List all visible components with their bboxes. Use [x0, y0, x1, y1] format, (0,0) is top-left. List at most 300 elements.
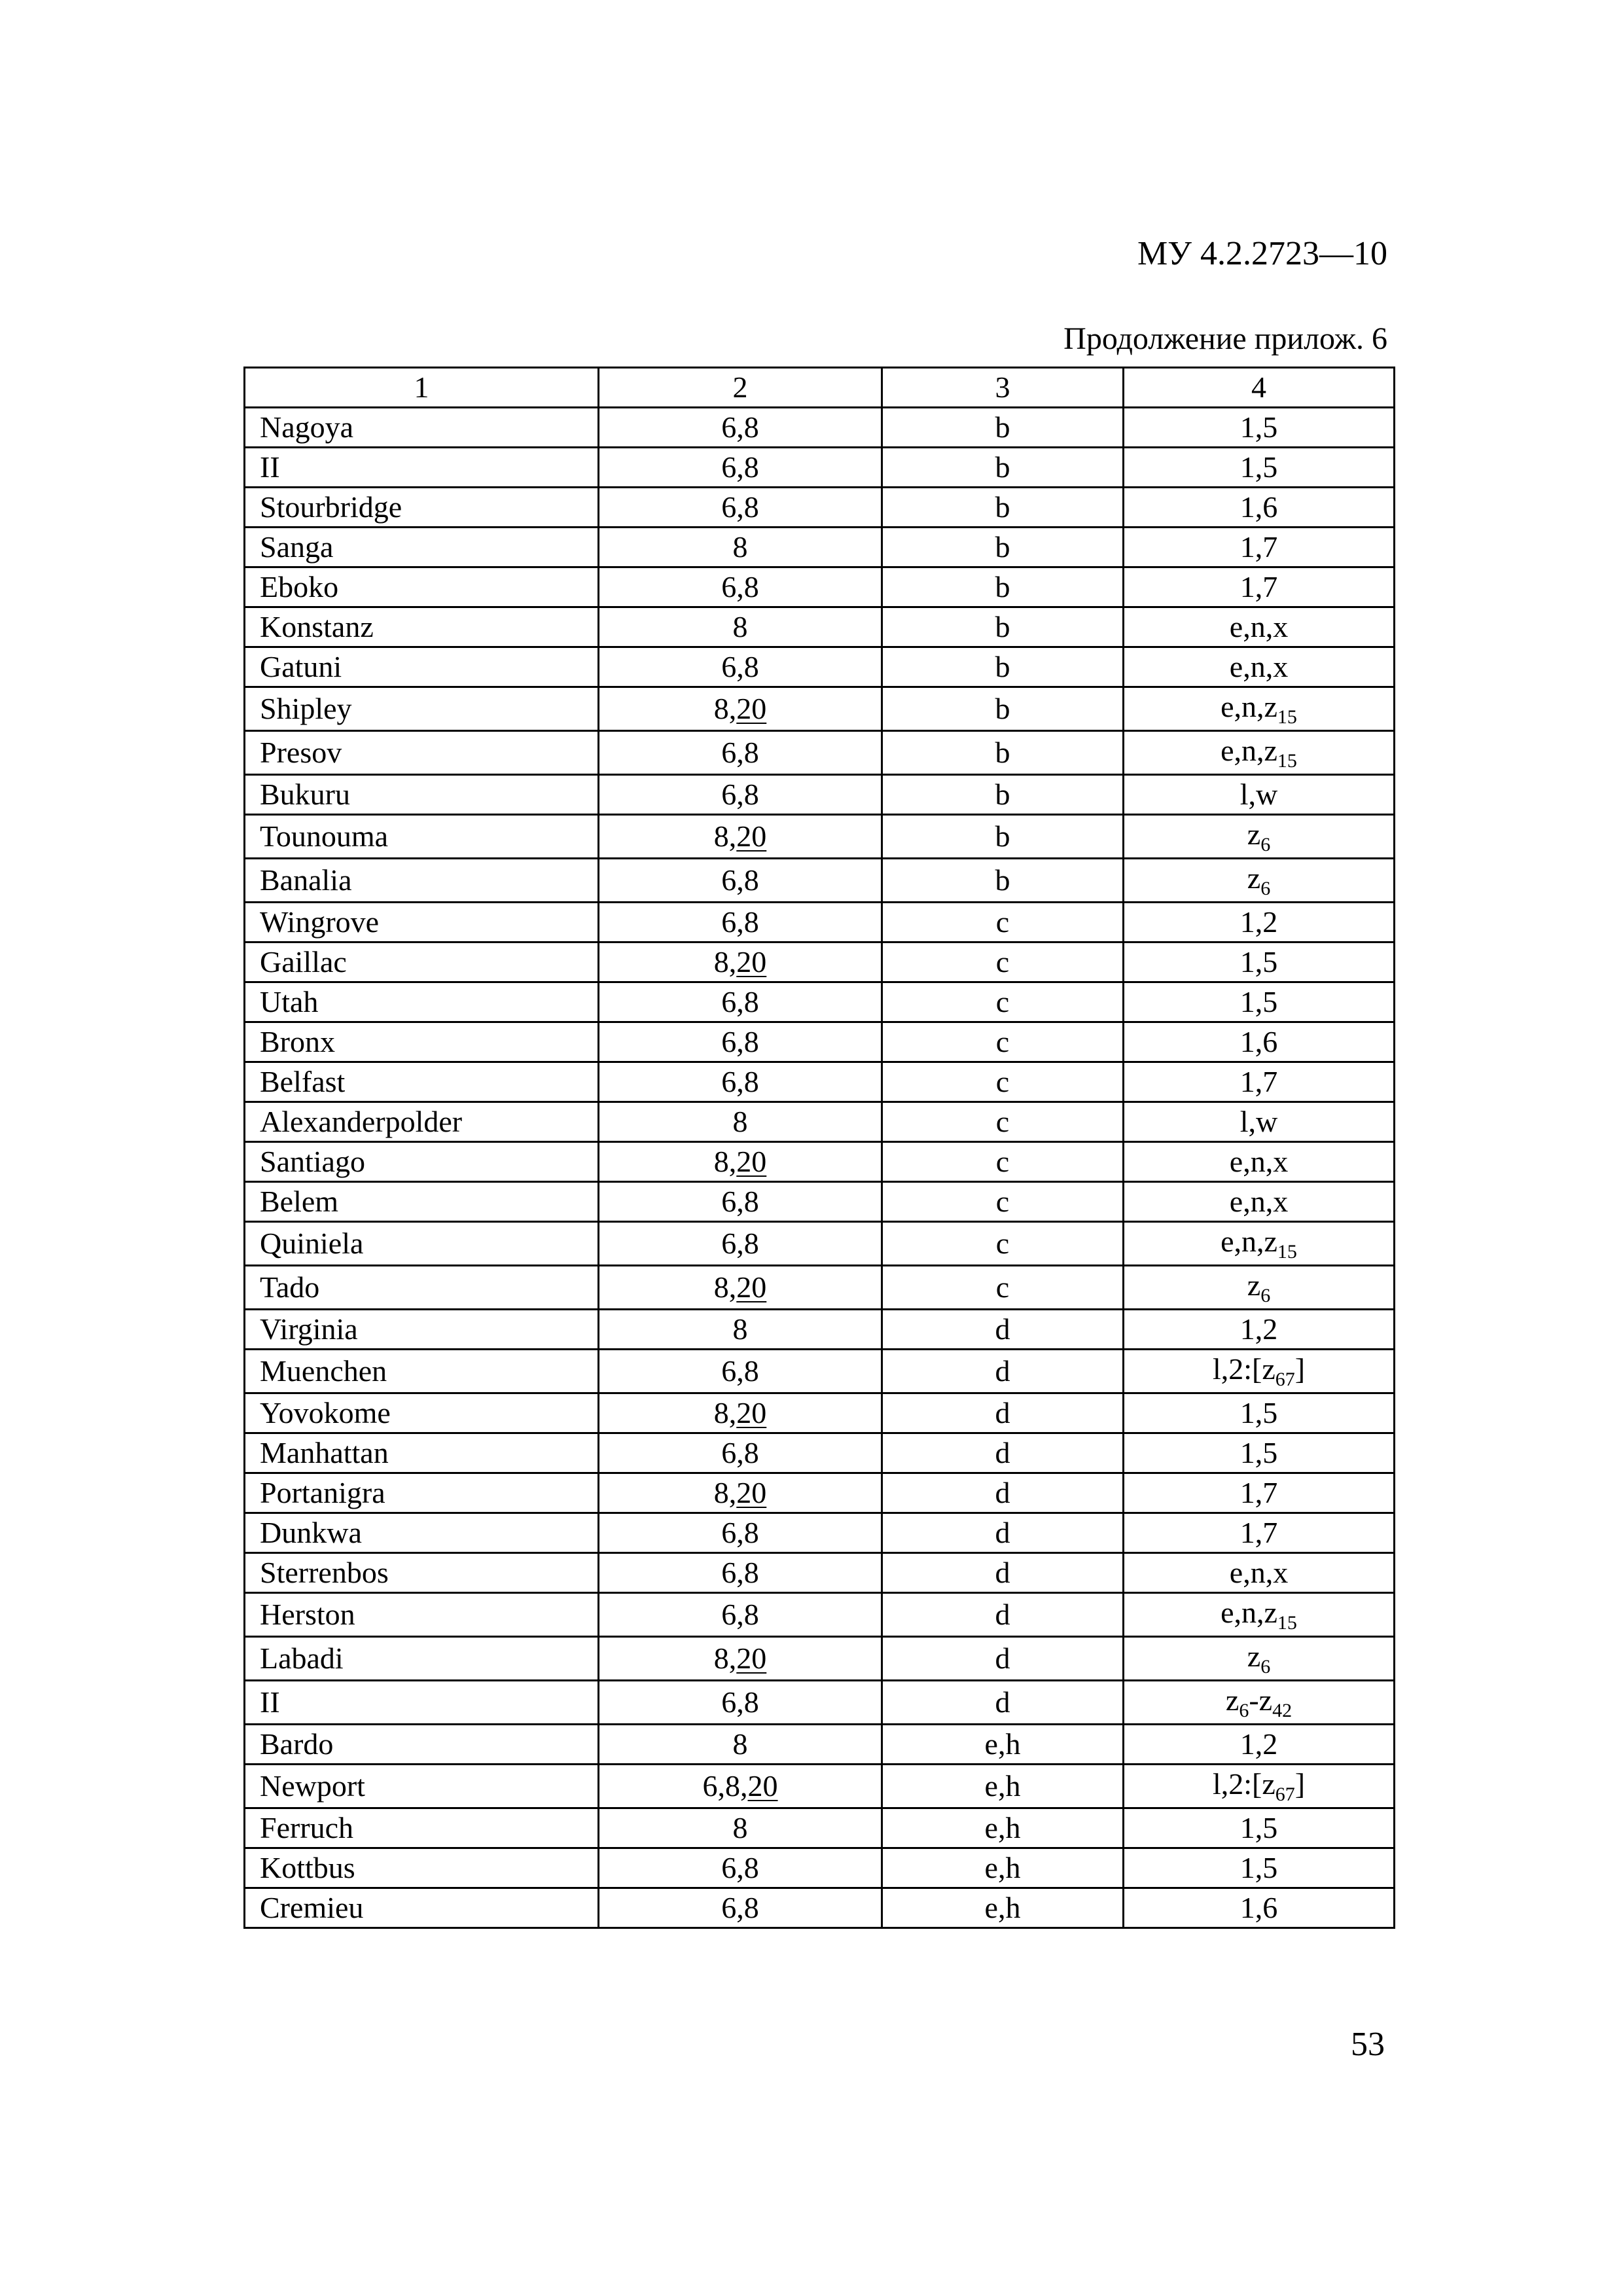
h-antigen-phase2-cell — [1124, 448, 1395, 488]
h-antigen-part: 1,5 — [1240, 1851, 1278, 1884]
document-code: МУ 4.2.2723—10 — [1137, 235, 1387, 272]
h-antigen-phase1-cell: b — [882, 607, 1124, 647]
h-antigen-phase2-cell — [1124, 982, 1395, 1022]
serovar-name-cell — [245, 815, 599, 859]
o-antigen-cell — [599, 1182, 882, 1222]
subscript: 67 — [1275, 1784, 1295, 1805]
o-antigen-cell — [599, 528, 882, 567]
subscript: 15 — [1277, 1241, 1297, 1263]
o-antigen-cell — [599, 567, 882, 607]
column-header-3: 3 — [882, 368, 1124, 408]
table-row — [245, 1062, 1395, 1102]
o-antigen-part: 8, — [713, 1270, 737, 1304]
table-row — [245, 1681, 1395, 1725]
serovar-name: Stourbridge — [260, 490, 402, 524]
o-antigen-cell — [599, 1637, 882, 1681]
o-antigen-cell — [599, 408, 882, 448]
serovar-name: Quiniela — [260, 1227, 364, 1260]
serovar-name: Newport — [260, 1769, 365, 1803]
serovar-name: Ferruch — [260, 1811, 354, 1844]
h-antigen-part: 1,2 — [1240, 1727, 1278, 1761]
h-antigen-part: e,n,z — [1221, 734, 1277, 767]
o-antigen-cell — [599, 448, 882, 488]
subscript: 6 — [1260, 834, 1271, 855]
o-antigen-part: 8 — [732, 530, 748, 564]
serovar-name: Herston — [260, 1598, 355, 1631]
serovar-name: Eboko — [260, 570, 339, 603]
subscript: 6 — [1260, 878, 1271, 899]
serovar-name-cell — [245, 488, 599, 528]
h-antigen-phase1-cell: b — [882, 687, 1124, 731]
h-antigen-phase2-cell — [1124, 1142, 1395, 1182]
h-antigen-part: l,w — [1240, 1105, 1278, 1138]
o-antigen-part: 8, — [713, 692, 737, 725]
table-row — [245, 982, 1395, 1022]
h-antigen-part: ] — [1294, 1352, 1306, 1386]
table-row — [245, 1310, 1395, 1350]
h-antigen-phase1-cell: b — [882, 567, 1124, 607]
column-header-4: 4 — [1124, 368, 1395, 408]
serovar-name: Dunkwa — [260, 1516, 362, 1549]
serovar-name-cell — [245, 1848, 599, 1888]
o-antigen-part: 6,8 — [721, 650, 759, 683]
o-antigen-cell — [599, 1266, 882, 1310]
o-antigen-cell — [599, 687, 882, 731]
serovar-name: Santiago — [260, 1145, 365, 1178]
o-antigen-cell — [599, 1310, 882, 1350]
table-row — [245, 1102, 1395, 1142]
o-antigen-part: 8 — [732, 1105, 748, 1138]
h-antigen-phase1-cell: d — [882, 1310, 1124, 1350]
serovar-name-cell — [245, 687, 599, 731]
serovar-name: II — [260, 450, 280, 484]
h-antigen-phase1-cell: b — [882, 859, 1124, 903]
o-antigen-cell — [599, 1222, 882, 1266]
table-row — [245, 1393, 1395, 1433]
h-antigen-phase1-cell: b — [882, 815, 1124, 859]
serovar-name-cell — [245, 903, 599, 942]
o-antigen-part: 6,8 — [721, 905, 759, 939]
table-row — [245, 1848, 1395, 1888]
serovar-name-cell — [245, 1182, 599, 1222]
o-antigen-cell — [599, 1725, 882, 1765]
serovar-name-cell — [245, 1350, 599, 1393]
o-antigen-underlined-part: 20 — [736, 692, 767, 725]
table-row — [245, 1142, 1395, 1182]
o-antigen-cell — [599, 1553, 882, 1593]
serovar-name: Alexanderpolder — [260, 1105, 463, 1138]
serovar-name: Cremieu — [260, 1891, 364, 1924]
serovar-name-cell — [245, 1808, 599, 1848]
o-antigen-cell — [599, 1062, 882, 1102]
serovar-name-cell — [245, 647, 599, 687]
h-antigen-phase2-cell — [1124, 687, 1395, 731]
serovar-name-cell — [245, 1553, 599, 1593]
h-antigen-part: 1,5 — [1240, 410, 1278, 444]
serovar-name: Presov — [260, 736, 342, 769]
h-antigen-part: e,n,x — [1229, 1185, 1289, 1218]
h-antigen-phase1-cell: d — [882, 1553, 1124, 1593]
h-antigen-part: e,n,x — [1229, 1145, 1289, 1178]
o-antigen-cell — [599, 1848, 882, 1888]
o-antigen-part: 6,8 — [721, 490, 759, 524]
serovar-name-cell — [245, 1593, 599, 1637]
table-row — [245, 731, 1395, 775]
o-antigen-cell — [599, 942, 882, 982]
h-antigen-phase1-cell: d — [882, 1513, 1124, 1553]
h-antigen-phase2-cell — [1124, 1022, 1395, 1062]
h-antigen-phase1-cell: b — [882, 647, 1124, 687]
o-antigen-part: 6,8 — [721, 736, 759, 769]
h-antigen-phase2-cell — [1124, 607, 1395, 647]
h-antigen-phase1-cell: c — [882, 1222, 1124, 1266]
subscript: 42 — [1272, 1700, 1293, 1721]
o-antigen-cell — [599, 1433, 882, 1473]
h-antigen-phase2-cell — [1124, 1266, 1395, 1310]
h-antigen-phase2-cell — [1124, 903, 1395, 942]
o-antigen-part: 6,8 — [721, 1025, 759, 1058]
h-antigen-phase1-cell: c — [882, 1142, 1124, 1182]
table-row — [245, 1513, 1395, 1553]
serovar-name-cell — [245, 942, 599, 982]
serovar-name-cell — [245, 859, 599, 903]
o-antigen-part: 6,8 — [721, 1851, 759, 1884]
h-antigen-phase2-cell — [1124, 1473, 1395, 1513]
subscript: 6 — [1260, 1656, 1271, 1677]
o-antigen-cell — [599, 859, 882, 903]
o-antigen-cell — [599, 1593, 882, 1637]
h-antigen-part: e,n,x — [1229, 1556, 1289, 1589]
o-antigen-part: 6,8 — [721, 450, 759, 484]
serovar-name-cell — [245, 1393, 599, 1433]
table-header-row — [245, 368, 1395, 408]
h-antigen-part: z — [1247, 817, 1261, 851]
o-antigen-part: 6,8 — [721, 1185, 759, 1218]
subscript: 15 — [1277, 1612, 1297, 1634]
o-antigen-cell — [599, 1765, 882, 1808]
table-row — [245, 1765, 1395, 1808]
h-antigen-phase2-cell — [1124, 408, 1395, 448]
h-antigen-phase2-cell — [1124, 647, 1395, 687]
h-antigen-part: 1,7 — [1240, 570, 1278, 603]
o-antigen-cell — [599, 1888, 882, 1928]
table-row — [245, 1808, 1395, 1848]
o-antigen-cell — [599, 1393, 882, 1433]
o-antigen-underlined-part: 20 — [747, 1769, 778, 1803]
serovar-name: Sterrenbos — [260, 1556, 389, 1589]
serovar-name-cell — [245, 1222, 599, 1266]
o-antigen-underlined-part: 20 — [736, 1270, 767, 1304]
o-antigen-part: 6,8 — [721, 778, 759, 811]
h-antigen-phase2-cell — [1124, 1350, 1395, 1393]
table-row — [245, 1350, 1395, 1393]
table-row — [245, 687, 1395, 731]
o-antigen-part: 8 — [732, 1727, 748, 1761]
o-antigen-part: 6,8 — [721, 1556, 759, 1589]
table-row — [245, 408, 1395, 448]
h-antigen-phase2-cell — [1124, 488, 1395, 528]
serovar-name-cell — [245, 982, 599, 1022]
o-antigen-cell — [599, 1142, 882, 1182]
serovar-name: Manhattan — [260, 1436, 389, 1469]
h-antigen-part: z — [1247, 1268, 1261, 1302]
o-antigen-part: 8, — [713, 1396, 737, 1429]
h-antigen-part: l,2:[z — [1212, 1352, 1275, 1386]
h-antigen-part: 1,6 — [1240, 1891, 1278, 1924]
serovar-name-cell — [245, 1102, 599, 1142]
o-antigen-underlined-part: 20 — [736, 819, 767, 853]
h-antigen-phase2-cell — [1124, 528, 1395, 567]
o-antigen-part: 8, — [713, 945, 737, 978]
serovar-name: Yovokome — [260, 1396, 391, 1429]
serovar-name-cell — [245, 1433, 599, 1473]
serovar-name: Shipley — [260, 692, 352, 725]
o-antigen-part: 6,8 — [721, 863, 759, 897]
o-antigen-cell — [599, 1513, 882, 1553]
h-antigen-phase1-cell: e,h — [882, 1725, 1124, 1765]
serovar-name: Bardo — [260, 1727, 334, 1761]
o-antigen-cell — [599, 647, 882, 687]
table-row — [245, 903, 1395, 942]
serovar-name-cell — [245, 1681, 599, 1725]
h-antigen-part: 1,6 — [1240, 490, 1278, 524]
serovar-name: Muenchen — [260, 1354, 387, 1388]
o-antigen-cell — [599, 775, 882, 815]
serovar-name-cell — [245, 607, 599, 647]
serovar-name-cell — [245, 1310, 599, 1350]
subscript: 67 — [1275, 1369, 1295, 1390]
h-antigen-phase1-cell: d — [882, 1681, 1124, 1725]
h-antigen-phase2-cell — [1124, 1182, 1395, 1222]
h-antigen-phase1-cell: c — [882, 1182, 1124, 1222]
serovar-name: Nagoya — [260, 410, 354, 444]
h-antigen-phase2-cell — [1124, 942, 1395, 982]
table-row — [245, 1222, 1395, 1266]
table-row — [245, 815, 1395, 859]
o-antigen-cell — [599, 1473, 882, 1513]
o-antigen-cell — [599, 903, 882, 942]
table-row — [245, 1637, 1395, 1681]
h-antigen-part: 1,2 — [1240, 905, 1278, 939]
continuation-note: Продолжение прилож. 6 — [1063, 321, 1387, 356]
serovar-name-cell — [245, 528, 599, 567]
h-antigen-phase1-cell: d — [882, 1393, 1124, 1433]
serovar-name: Tado — [260, 1270, 320, 1304]
h-antigen-part: 1,7 — [1240, 1476, 1278, 1509]
h-antigen-part: z — [1247, 861, 1261, 895]
column-header-1: 1 — [245, 368, 599, 408]
h-antigen-phase2-cell — [1124, 1513, 1395, 1553]
serovar-name: Wingrove — [260, 905, 380, 939]
serovar-name-cell — [245, 1765, 599, 1808]
h-antigen-phase2-cell — [1124, 1102, 1395, 1142]
h-antigen-phase1-cell: e,h — [882, 1888, 1124, 1928]
h-antigen-phase2-cell — [1124, 1681, 1395, 1725]
h-antigen-part: 1,7 — [1240, 1516, 1278, 1549]
h-antigen-phase1-cell: c — [882, 1266, 1124, 1310]
h-antigen-phase1-cell: e,h — [882, 1808, 1124, 1848]
o-antigen-part: 6,8 — [721, 1436, 759, 1469]
serovar-name: Sanga — [260, 530, 334, 564]
table-row — [245, 1725, 1395, 1765]
serovar-name: Banalia — [260, 863, 352, 897]
table-row — [245, 647, 1395, 687]
o-antigen-part: 6,8 — [721, 1516, 759, 1549]
o-antigen-part: 8, — [713, 1145, 737, 1178]
h-antigen-phase1-cell: c — [882, 982, 1124, 1022]
h-antigen-part: ] — [1294, 1767, 1306, 1801]
table-row — [245, 1473, 1395, 1513]
table-row — [245, 1888, 1395, 1928]
table-row — [245, 488, 1395, 528]
h-antigen-phase1-cell: c — [882, 903, 1124, 942]
serovar-name: II — [260, 1685, 280, 1719]
h-antigen-phase1-cell: c — [882, 1062, 1124, 1102]
serovar-name: Gaillac — [260, 945, 347, 978]
serovar-name-cell — [245, 1888, 599, 1928]
h-antigen-phase1-cell: b — [882, 448, 1124, 488]
o-antigen-underlined-part: 20 — [736, 1641, 767, 1675]
serovar-name: Bukuru — [260, 778, 350, 811]
o-antigen-part: 6,8 — [721, 1227, 759, 1260]
subscript: 15 — [1277, 706, 1297, 728]
table-row — [245, 607, 1395, 647]
h-antigen-phase2-cell — [1124, 1848, 1395, 1888]
h-antigen-phase1-cell: c — [882, 942, 1124, 982]
serovar-name-cell — [245, 1637, 599, 1681]
serovar-name: Gatuni — [260, 650, 342, 683]
subscript: 15 — [1277, 750, 1297, 772]
table-row — [245, 1553, 1395, 1593]
o-antigen-part: 6,8 — [721, 1598, 759, 1631]
serovar-name: Virginia — [260, 1312, 358, 1346]
table-row — [245, 775, 1395, 815]
h-antigen-phase2-cell — [1124, 1765, 1395, 1808]
serovar-name-cell — [245, 408, 599, 448]
o-antigen-part: 6,8 — [721, 1065, 759, 1098]
h-antigen-phase1-cell: c — [882, 1102, 1124, 1142]
table-row — [245, 1433, 1395, 1473]
serovar-name: Portanigra — [260, 1476, 385, 1509]
serovar-name-cell — [245, 1473, 599, 1513]
serovar-name: Labadi — [260, 1641, 344, 1675]
serovar-table — [243, 367, 1395, 1929]
o-antigen-part: 8 — [732, 1312, 748, 1346]
h-antigen-part: e,n,x — [1229, 650, 1289, 683]
o-antigen-underlined-part: 20 — [736, 1476, 767, 1509]
h-antigen-part: 1,5 — [1240, 1396, 1278, 1429]
h-antigen-phase2-cell — [1124, 1888, 1395, 1928]
h-antigen-phase2-cell — [1124, 1310, 1395, 1350]
o-antigen-part: 6,8 — [721, 1685, 759, 1719]
h-antigen-part: e,n,z — [1221, 1225, 1277, 1258]
h-antigen-phase1-cell: e,h — [882, 1848, 1124, 1888]
o-antigen-cell — [599, 731, 882, 775]
o-antigen-part: 8, — [713, 1641, 737, 1675]
h-antigen-phase2-cell — [1124, 1637, 1395, 1681]
serovar-name-cell — [245, 567, 599, 607]
o-antigen-part: 6,8 — [721, 1891, 759, 1924]
subscript: 6 — [1260, 1285, 1271, 1306]
h-antigen-phase2-cell — [1124, 815, 1395, 859]
serovar-name: Belem — [260, 1185, 339, 1218]
h-antigen-phase2-cell — [1124, 1393, 1395, 1433]
o-antigen-underlined-part: 20 — [736, 1145, 767, 1178]
h-antigen-part: 1,5 — [1240, 1811, 1278, 1844]
table-row — [245, 1593, 1395, 1637]
o-antigen-cell — [599, 607, 882, 647]
o-antigen-underlined-part: 20 — [736, 945, 767, 978]
serovar-name-cell — [245, 1725, 599, 1765]
subscript: 6 — [1239, 1700, 1249, 1721]
table-row — [245, 942, 1395, 982]
serovar-name-cell — [245, 1266, 599, 1310]
h-antigen-phase2-cell — [1124, 775, 1395, 815]
o-antigen-cell — [599, 1102, 882, 1142]
o-antigen-cell — [599, 1350, 882, 1393]
h-antigen-part: 1,5 — [1240, 985, 1278, 1018]
h-antigen-phase2-cell — [1124, 1808, 1395, 1848]
table-row — [245, 859, 1395, 903]
h-antigen-part: -z — [1249, 1683, 1273, 1717]
h-antigen-phase1-cell: e,h — [882, 1765, 1124, 1808]
h-antigen-phase1-cell: d — [882, 1593, 1124, 1637]
o-antigen-cell — [599, 488, 882, 528]
h-antigen-phase1-cell: b — [882, 528, 1124, 567]
h-antigen-phase1-cell: c — [882, 1022, 1124, 1062]
o-antigen-cell — [599, 1681, 882, 1725]
table-body — [245, 408, 1395, 1928]
h-antigen-phase2-cell — [1124, 1062, 1395, 1102]
o-antigen-part: 6,8 — [721, 985, 759, 1018]
h-antigen-phase2-cell — [1124, 859, 1395, 903]
h-antigen-phase2-cell — [1124, 1433, 1395, 1473]
o-antigen-cell — [599, 1808, 882, 1848]
h-antigen-part: e,n,z — [1221, 1596, 1277, 1629]
h-antigen-phase2-cell — [1124, 1222, 1395, 1266]
h-antigen-part: l,2:[z — [1212, 1767, 1275, 1801]
column-header-2: 2 — [599, 368, 882, 408]
h-antigen-phase2-cell — [1124, 1593, 1395, 1637]
h-antigen-phase1-cell: b — [882, 488, 1124, 528]
o-antigen-cell — [599, 982, 882, 1022]
h-antigen-phase1-cell: d — [882, 1473, 1124, 1513]
serovar-name: Kottbus — [260, 1851, 355, 1884]
o-antigen-part: 8, — [713, 819, 737, 853]
h-antigen-part: 1,5 — [1240, 1436, 1278, 1469]
h-antigen-part: 1,6 — [1240, 1025, 1278, 1058]
h-antigen-phase2-cell — [1124, 1553, 1395, 1593]
h-antigen-part: 1,7 — [1240, 1065, 1278, 1098]
serovar-name-cell — [245, 448, 599, 488]
o-antigen-part: 6,8 — [721, 1354, 759, 1388]
h-antigen-part: e,n,x — [1229, 610, 1289, 643]
h-antigen-phase1-cell: b — [882, 408, 1124, 448]
serovar-name-cell — [245, 1062, 599, 1102]
page-number: 53 — [1351, 2026, 1385, 2063]
serovar-name: Konstanz — [260, 610, 374, 643]
serovar-name-cell — [245, 731, 599, 775]
h-antigen-part: 1,5 — [1240, 945, 1278, 978]
table-row — [245, 528, 1395, 567]
h-antigen-phase1-cell: d — [882, 1433, 1124, 1473]
h-antigen-part: z — [1247, 1640, 1261, 1673]
serovar-name-cell — [245, 775, 599, 815]
table-row — [245, 448, 1395, 488]
o-antigen-cell — [599, 815, 882, 859]
o-antigen-underlined-part: 20 — [736, 1396, 767, 1429]
o-antigen-part: 6,8 — [721, 410, 759, 444]
